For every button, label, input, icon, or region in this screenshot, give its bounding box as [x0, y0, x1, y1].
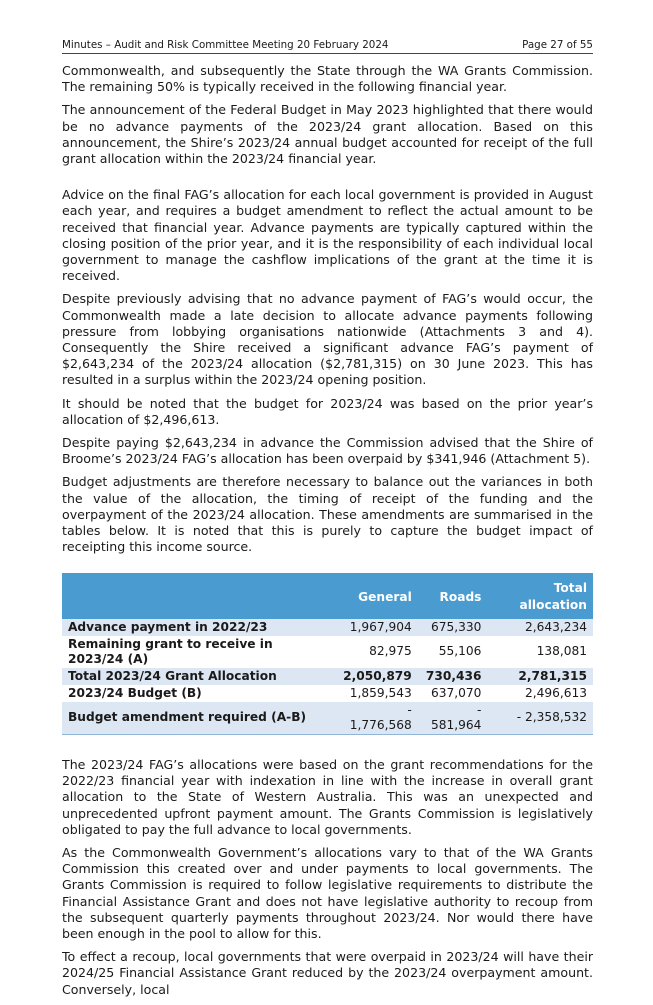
cell-roads: - 581,964 [418, 702, 488, 735]
row-label: Total 2023/24 Grant Allocation [62, 668, 336, 685]
paragraph: To effect a recoup, local governments that were overpaid in 2023/24 will have their 2024/25 Financial Assistance Grant reduced by the 2023/24 overpayment amount. Conversely, local [62, 949, 593, 997]
table-row [62, 685, 593, 702]
paragraph: Commonwealth, and subsequently the State through the WA Grants Commission. The remaining 50% is typically received in the following financial year. [62, 63, 593, 95]
fag-allocation-table [62, 573, 593, 734]
cell-general: 1,859,543 [336, 685, 418, 702]
cell-roads: 675,330 [418, 619, 488, 636]
page-header [62, 39, 593, 54]
cell-total: - 2,358,532 [487, 702, 593, 735]
header-cell-blank [62, 573, 336, 618]
paragraph: Budget adjustments are therefore necessary to balance out the variances in both the value of the allocation, the timing of receipt of the funding and the overpayment of the 2023/24 allocation. These amendments are summarised in the tables below. It is noted that this is purely to capture the budget impact of receipting this income source. [62, 474, 593, 555]
cell-total: 2,643,234 [487, 619, 593, 636]
cell-total: 2,496,613 [487, 685, 593, 702]
header-cell-roads: Roads [418, 573, 488, 618]
paragraph: Despite paying $2,643,234 in advance the Commission advised that the Shire of Broome’s 2023/24 FAG’s allocation has been overpaid by $341,946 (Attachment 5). [62, 435, 593, 467]
table-row [62, 668, 593, 685]
cell-roads: 730,436 [418, 668, 488, 685]
row-label: Budget amendment required (A-B) [62, 702, 336, 735]
cell-roads: 55,106 [418, 636, 488, 668]
header-cell-total: Total allocation [487, 573, 593, 618]
table-row [62, 619, 593, 636]
table-row [62, 702, 593, 735]
paragraph: Advice on the final FAG’s allocation for each local government is provided in August each year, and requires a budget amendment to reflect the actual amount to be received that financial year. Advance payments are typically captured within the closing position of the prior year, and it is the responsibility of each individual local government to manage the cashflow implications of the grant at the time it is received. [62, 187, 593, 284]
page-number: Page 27 of 55 [522, 39, 593, 51]
paragraph: Despite previously advising that no advance payment of FAG’s would occur, the Commonwealth made a late decision to allocate advance payments following pressure from lobbying organisations nationwide (Attachments 3 and 4). Consequently the Shire received a significant advance FAG’s payment of $2,643,234 of the 2023/24 allocation ($2,781,315) on 30 June 2023. This has resulted in a surplus within the 2023/24 opening position. [62, 291, 593, 388]
row-label: Remaining grant to receive in 2023/24 (A) [62, 636, 336, 668]
row-label: Advance payment in 2022/23 [62, 619, 336, 636]
cell-roads: 637,070 [418, 685, 488, 702]
header-cell-general: General [336, 573, 418, 618]
table-row [62, 636, 593, 668]
paragraph: As the Commonwealth Government’s allocations vary to that of the WA Grants Commission this created over and under payments to local governments. The Grants Commission is required to follow legislative requirements to distribute the Financial Assistance Grant and does not have legislative authority to recoup from the subsequent quarterly payments throughout 2023/24. Nor would there have been enough in the pool to allow for this. [62, 844, 593, 941]
cell-general: - 1,776,568 [336, 702, 418, 735]
row-label: 2023/24 Budget (B) [62, 685, 336, 702]
paragraph: It should be noted that the budget for 2023/24 was based on the prior year’s allocation of $2,496,613. [62, 395, 593, 427]
header-title: Minutes – Audit and Risk Committee Meeting 20 February 2024 [62, 39, 389, 51]
cell-general: 1,967,904 [336, 619, 418, 636]
table-header-row [62, 573, 593, 618]
document-body [62, 63, 593, 1005]
paragraph: The announcement of the Federal Budget in May 2023 highlighted that there would be no advance payments of the 2023/24 grant allocation. Based on this announcement, the Shire’s 2023/24 annual budget accounted for receipt of the full grant allocation within the 2023/24 financial year. [62, 102, 593, 167]
cell-total: 138,081 [487, 636, 593, 668]
cell-total: 2,781,315 [487, 668, 593, 685]
cell-general: 2,050,879 [336, 668, 418, 685]
paragraph: The 2023/24 FAG’s allocations were based on the grant recommendations for the 2022/23 financial year with indexation in line with the increase in overall grant allocation to the State of Western Australia. This was an unexpected and unprecedented upfront payment amount. The Grants Commission is legislatively obligated to pay the full advance to local governments. [62, 756, 593, 837]
cell-general: 82,975 [336, 636, 418, 668]
